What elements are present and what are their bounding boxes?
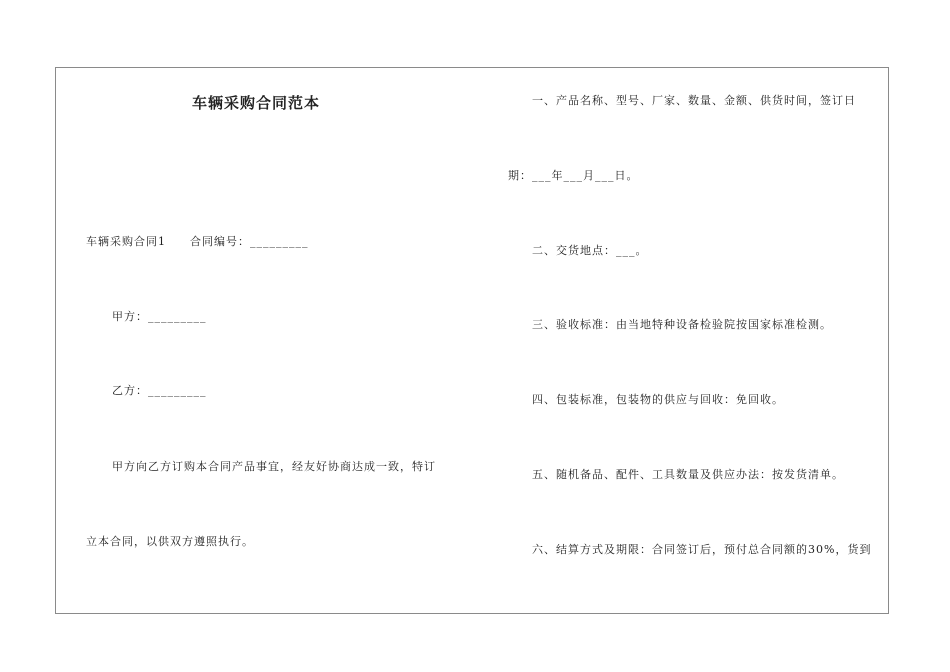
clause-5: 五、随机备品、配件、工具数量及供应办法：按发货清单。: [532, 468, 844, 481]
document-title: 车辆采购合同范本: [192, 94, 321, 112]
clause-1-line-1: 一、产品名称、型号、厂家、数量、金额、供货时间，签订日: [532, 94, 856, 107]
page-frame: [55, 67, 889, 614]
clause-4: 四、包装标准，包装物的供应与回收：免回收。: [532, 393, 784, 406]
party-a-line: 甲方：_________: [112, 310, 207, 323]
intro-paragraph-line-1: 甲方向乙方订购本合同产品事宜，经友好协商达成一致，特订: [112, 460, 436, 473]
clause-2: 二、交货地点：___。: [532, 244, 648, 257]
contract-number: 合同编号：_________: [190, 235, 309, 248]
intro-paragraph-line-2: 立本合同，以供双方遵照执行。: [86, 535, 254, 548]
clause-3: 三、验收标准：由当地特种设备检验院按国家标准检测。: [532, 318, 832, 331]
clause-1-line-2: 期：___年___月___日。: [508, 169, 639, 182]
party-b-line: 乙方：_________: [112, 384, 207, 397]
contract-label: 车辆采购合同1: [86, 235, 166, 248]
contract-header-line: [86, 235, 309, 249]
clause-6: 六、结算方式及期限：合同签订后，预付总合同额的30%，货到: [532, 543, 872, 556]
